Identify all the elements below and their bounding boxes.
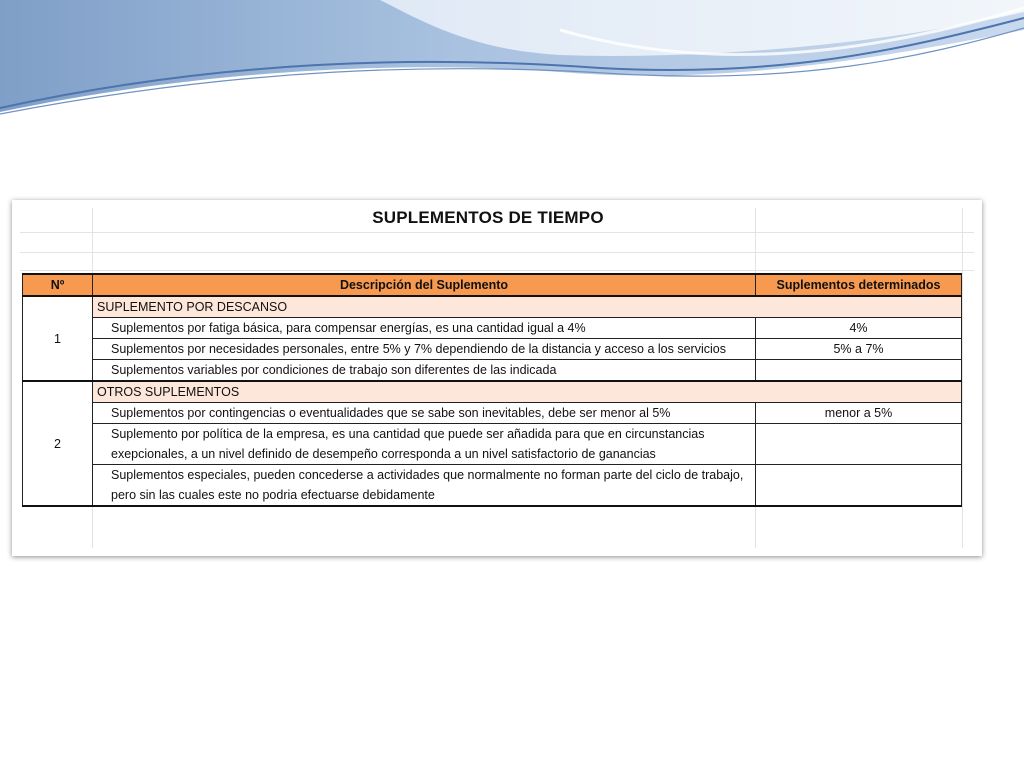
row-description: Suplementos por contingencias o eventualidades que se sabe son inevitables, debe ser menor al 5% bbox=[93, 403, 756, 424]
table-row bbox=[23, 339, 962, 360]
row-value: 4% bbox=[756, 318, 962, 339]
header-value: Suplementos determinados bbox=[756, 274, 962, 296]
table-header-row bbox=[23, 274, 962, 296]
sheet-title: SUPLEMENTOS DE TIEMPO bbox=[372, 208, 604, 227]
header-description: Descripción del Suplemento bbox=[93, 274, 756, 296]
row-value bbox=[756, 360, 962, 382]
row-value: 5% a 7% bbox=[756, 339, 962, 360]
header-num: Nº bbox=[23, 274, 93, 296]
row-description: Suplementos variables por condiciones de trabajo son diferentes de las indicada bbox=[93, 360, 756, 382]
gridline bbox=[20, 232, 974, 233]
section-title: SUPLEMENTO POR DESCANSO bbox=[93, 296, 962, 318]
supplements-table bbox=[22, 273, 962, 507]
table-row bbox=[23, 424, 962, 465]
row-description: Suplementos por necesidades personales, entre 5% y 7% dependiendo de la distancia y acceso a los servicios bbox=[93, 339, 756, 360]
gridline bbox=[20, 252, 974, 253]
header-wave-decoration bbox=[0, 0, 1024, 130]
gridline bbox=[962, 208, 963, 548]
row-description: Suplemento por política de la empresa, es una cantidad que puede ser añadida para que en circunstancias exepcionales, a un nivel definido de desempeño corresponda a un nivel satisfactorio de ganancias bbox=[93, 424, 756, 465]
section-title: OTROS SUPLEMENTOS bbox=[93, 381, 962, 403]
row-value bbox=[756, 465, 962, 507]
section-row bbox=[23, 381, 962, 403]
section-row bbox=[23, 296, 962, 318]
group-number: 2 bbox=[23, 381, 93, 506]
table-row bbox=[23, 403, 962, 424]
table-row bbox=[23, 465, 962, 507]
row-value: menor a 5% bbox=[756, 403, 962, 424]
spreadsheet-image bbox=[12, 200, 982, 556]
table-row bbox=[23, 318, 962, 339]
table-row bbox=[23, 360, 962, 382]
gridline bbox=[20, 270, 974, 271]
row-value bbox=[756, 424, 962, 465]
row-description: Suplementos por fatiga básica, para compensar energías, es una cantidad igual a 4% bbox=[93, 318, 756, 339]
row-description: Suplementos especiales, pueden concederse a actividades que normalmente no forman parte del ciclo de trabajo, pero sin las cuales este no podria efectuarse debidamente bbox=[93, 465, 756, 507]
group-number: 1 bbox=[23, 296, 93, 381]
